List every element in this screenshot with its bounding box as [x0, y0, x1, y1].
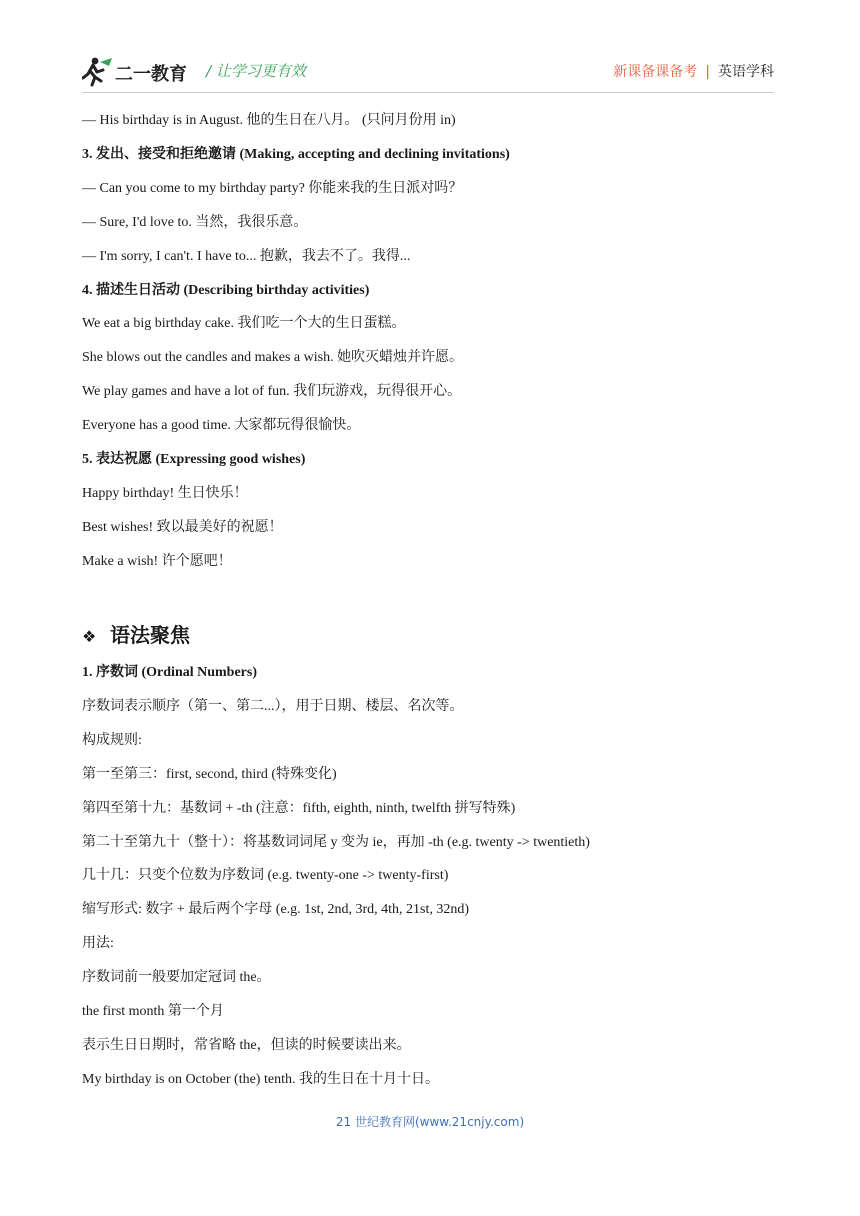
subheading: 3. 发出、接受和拒绝邀请 (Making, accepting and declining invitations): [82, 146, 510, 162]
text-line: Best wishes! 致以最美好的祝愿！: [82, 519, 283, 535]
logo-text: 二一教育: [115, 64, 187, 85]
text-line: She blows out the candles and makes a wish. 她吹灭蜡烛并许愿。: [82, 350, 464, 366]
text-line: Happy birthday! 生日快乐！: [82, 485, 248, 501]
section-title: 语法聚焦: [110, 623, 190, 647]
text-line: 表示生日日期时，常省略 the，但读的时候要读出来。: [82, 1037, 411, 1053]
text-line: 构成规则:: [82, 732, 142, 748]
diamond-bullet-icon: ❖: [82, 627, 97, 646]
text-line: We eat a big birthday cake. 我们吃一个大的生日蛋糕。: [82, 316, 406, 332]
page-footer: 21 世纪教育网(www.21cnjy.com): [335, 1115, 525, 1129]
header-divider: [82, 92, 774, 93]
text-line: 序数词前一般要加定冠词 the。: [82, 970, 271, 986]
text-line: 第四至第十九：基数词 + -th (注意：fifth, eighth, ninth, twelfth 拼写特殊): [82, 800, 516, 816]
course-label: 新课备课备考: [613, 64, 698, 80]
subheading: 1. 序数词 (Ordinal Numbers): [82, 665, 257, 680]
logo: [82, 56, 190, 88]
text-line: 第一至第三：first, second, third (特殊变化): [82, 766, 337, 782]
text-line: 缩写形式: 数字 + 最后两个字母 (e.g. 1st, 2nd, 3rd, 4th, 21st, 32nd): [82, 902, 470, 918]
text-line: Everyone has a good time. 大家都玩得很愉快。: [82, 418, 361, 434]
text-line: — Sure, I'd love to. 当然，我很乐意。: [82, 214, 308, 230]
text-line: We play games and have a lot of fun. 我们玩游戏，玩得很开心。: [82, 384, 462, 400]
slogan: / 让学习更有效: [206, 62, 306, 80]
subheading: 4. 描述生日活动 (Describing birthday activities): [82, 282, 370, 298]
text-line: the first month 第一个月: [82, 1004, 224, 1019]
text-line: 几十几：只变个位数为序数词 (e.g. twenty-one -> twenty-first): [82, 868, 449, 884]
text-line: My birthday is on October (the) tenth. 我的生日在十月十日。: [82, 1071, 439, 1087]
text-line: — His birthday is in August. 他的生日在八月。 (只问月份用 in): [82, 113, 456, 128]
text-line: 第二十至第九十（整十）：将基数词词尾 y 变为 ie，再加 -th (e.g. twenty -> twentieth): [82, 834, 590, 850]
text-line: — Can you come to my birthday party? 你能来我的生日派对吗？: [82, 180, 463, 196]
section-heading: [82, 622, 190, 650]
header-right: [613, 61, 774, 81]
subject-label: 英语学科: [718, 64, 774, 80]
text-line: 序数词表示顺序（第一、第二...），用于日期、楼层、名次等。: [82, 698, 464, 714]
header-separator: |: [705, 64, 710, 80]
page-header: [82, 52, 774, 88]
text-line: Make a wish! 许个愿吧！: [82, 553, 232, 569]
runner-icon: [83, 58, 112, 85]
text-line: 用法:: [82, 936, 114, 952]
text-line: — I'm sorry, I can't. I have to... 抱歉，我去不了。我得...: [82, 248, 411, 264]
subheading: 5. 表达祝愿 (Expressing good wishes): [82, 452, 306, 467]
